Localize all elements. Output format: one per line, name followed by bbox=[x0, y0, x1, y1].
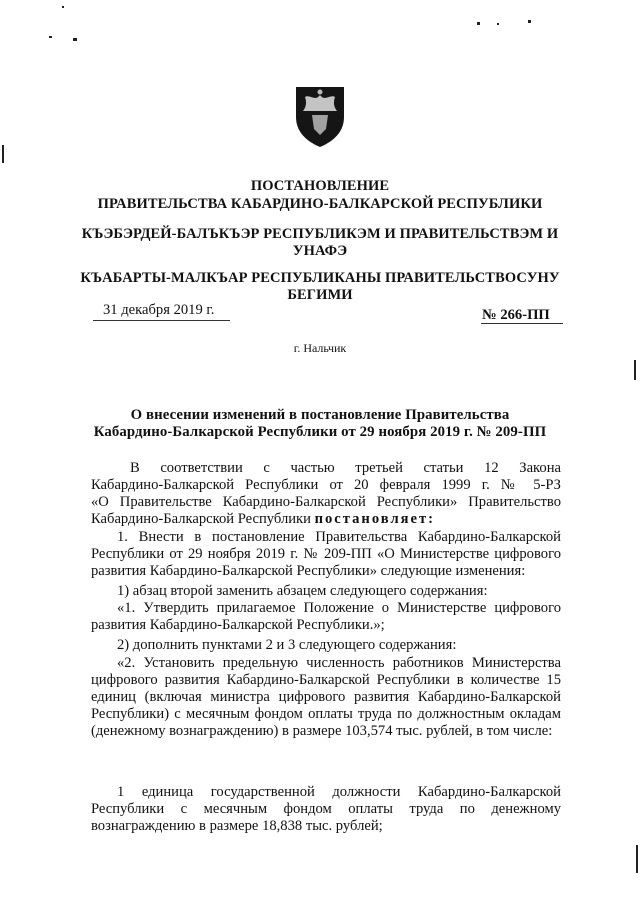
scan-speck bbox=[477, 22, 480, 25]
scan-speck bbox=[49, 36, 52, 38]
government-name-kbd-line1: КЪЭБЭРДЕЙ-БАЛЪКЪЭР РЕСПУБЛИКЭМ И ПРАВИТЕЛЬСТВЭМ И bbox=[81, 226, 559, 242]
emblem-icon bbox=[290, 83, 350, 149]
coat-of-arms-emblem bbox=[290, 83, 350, 149]
resolves-word: постановляет: bbox=[314, 511, 436, 527]
preamble-line1: В соответствии с частью третьей статьи 12 Закона bbox=[130, 460, 561, 476]
quoted-item-2: «2. Установить предельную численность работников Министерства цифрового развития Кабардино-Балкарской Республики в количестве 15 единиц (включая министра цифрового развития Кабардино-Балкарской Республики) с месячным фондом оплаты труда по должностным окладам (денежному вознаграждению) в размере 103,574 тыс. рублей, в том числе: bbox=[91, 655, 561, 740]
subclause-2: 2) дополнить пунктами 2 и 3 следующего содержания: bbox=[117, 637, 457, 653]
government-name-ru: ПРАВИТЕЛЬСТВА КАБАРДИНО-БАЛКАРСКОЙ РЕСПУБЛИКИ bbox=[97, 196, 543, 212]
scan-edge-mark bbox=[636, 845, 638, 873]
quoted-item-1: «1. Утвердить прилагаемое Положение о Министерстве цифрового развития Кабардино-Балкарской Республики.»; bbox=[91, 600, 561, 634]
doc-type-heading: ПОСТАНОВЛЕНИЕ bbox=[250, 178, 390, 194]
number-underline bbox=[481, 323, 563, 324]
government-name-kbd-line2: УНАФЭ bbox=[292, 243, 348, 259]
scan-speck bbox=[73, 38, 77, 41]
staff-position-item: 1 единица государственной должности Кабардино-Балкарской Республики с месячным фондом оплаты труда по денежному вознаграждению в размере 18,838 тыс. рублей; bbox=[91, 784, 561, 835]
subclause-1: 1) абзац второй заменить абзацем следующего содержания: bbox=[117, 583, 488, 599]
preamble-line4-text: Кабардино-Балкарской Республики bbox=[91, 511, 311, 527]
document-date: 31 декабря 2019 г. bbox=[103, 302, 215, 318]
clause-1: 1. Внести в постановление Правительства Кабардино-Балкарской Республики от 29 ноября 2019 г. № 209-ПП «О Министерстве цифрового развития Кабардино-Балкарской Республики» следующие изменения: bbox=[91, 529, 561, 580]
preamble-line2: Кабардино-Балкарской Республики от 20 февраля 1999 г. № 5-РЗ bbox=[91, 477, 561, 493]
scan-speck bbox=[62, 6, 64, 8]
scan-speck bbox=[497, 23, 499, 25]
preamble-line3: «О Правительстве Кабардино-Балкарской Республики» Правительство bbox=[91, 494, 561, 510]
preamble-line4 bbox=[91, 511, 561, 528]
scan-edge-mark bbox=[2, 145, 4, 163]
scan-edge-mark bbox=[634, 360, 636, 380]
scan-speck bbox=[528, 20, 531, 23]
document-title-line1: О внесении изменений в постановление Правительства bbox=[130, 407, 510, 423]
government-name-krc-line2: БЕГИМИ bbox=[287, 287, 353, 303]
document-number: № 266-ПП bbox=[482, 307, 550, 323]
document-place: г. Нальчик bbox=[293, 341, 347, 355]
government-name-krc-line1: КЪАБАРТЫ-МАЛКЪАР РЕСПУБЛИКАНЫ ПРАВИТЕЛЬСТВОСУНУ bbox=[80, 270, 560, 286]
date-underline bbox=[93, 320, 230, 321]
document-title-line2: Кабардино-Балкарской Республики от 29 ноября 2019 г. № 209-ПП bbox=[93, 424, 547, 440]
